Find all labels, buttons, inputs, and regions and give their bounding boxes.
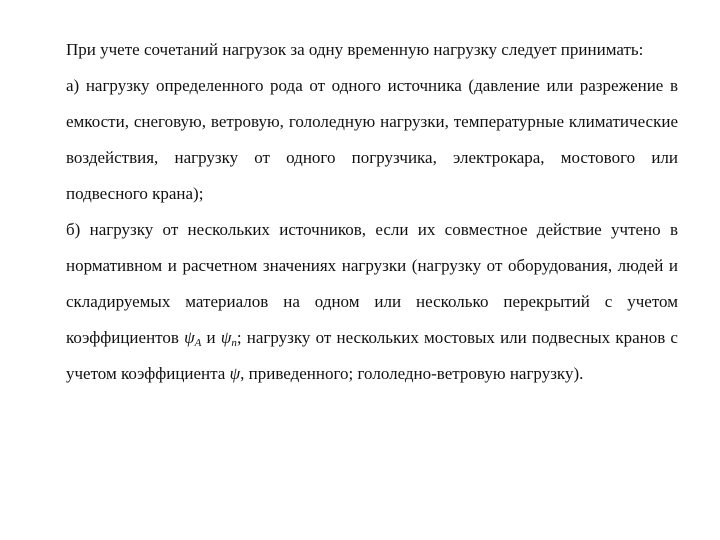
item-b-text-part2: ; нагрузку от нескольких мостовых или подвесных кранов с учетом коэффициента [66,328,678,383]
intro-text: При учете сочетаний нагрузок за одну временную нагрузку следует принимать: [66,40,644,59]
subscript-n: n [231,337,237,349]
item-b-text-part1: б) нагрузку от нескольких источников, если их совместное действие учтено в нормативном и расчетном значениях нагрузки (нагрузку от оборудования, людей и складируемых материалов на одном или несколько перекрытий с учетом коэффициентов [66,220,678,347]
and-word: и [201,328,221,347]
item-a-text: а) нагрузку определенного рода от одного источника (давление или разрежение в емкости, снеговую, ветровую, гололедную нагрузки, температурные климатические воздействия, нагрузку от одного погрузчика, электрокара, мостового или подвесного крана); [66,76,678,203]
item-b-text-part3: , приведенного; гололедно-ветровую нагрузку). [240,364,584,383]
document-body [66,32,678,392]
psi-symbol-crane: ψ [229,364,241,383]
subscript-a: A [194,337,202,349]
psi-symbol-a: ψ [184,328,195,347]
intro-paragraph [66,32,678,68]
psi-symbol-n: ψ [220,328,232,347]
item-b-paragraph [66,212,678,392]
item-a-paragraph [66,68,678,212]
